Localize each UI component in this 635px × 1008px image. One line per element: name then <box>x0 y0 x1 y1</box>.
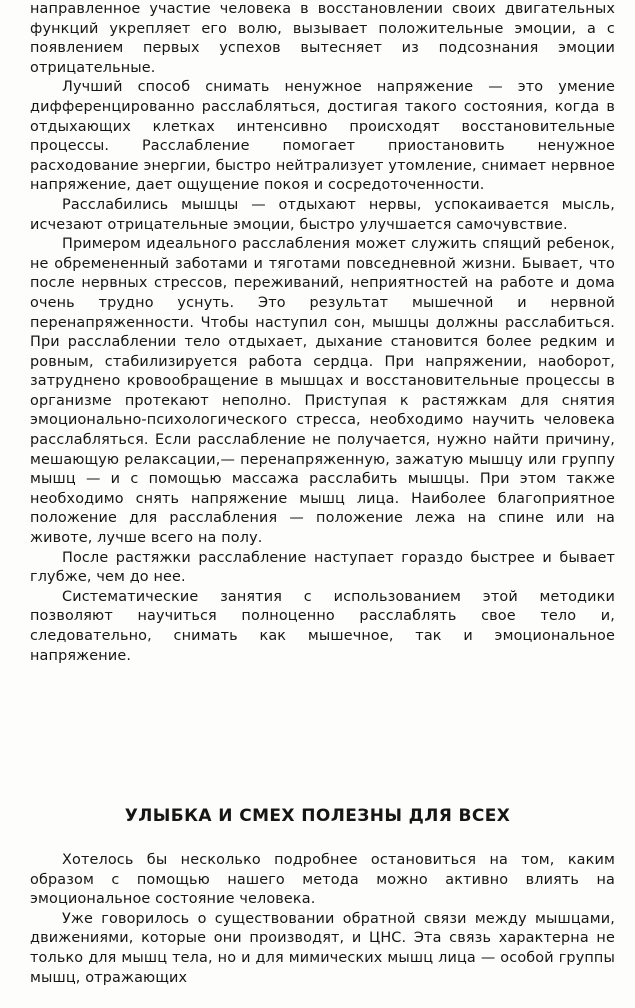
paragraph: Расслабились мышцы — отдыхают нервы, успокаивается мысль, исчезают отрицательные эмоции, быстро улучшается самочувствие. <box>30 196 615 233</box>
text-block-bottom <box>30 851 615 988</box>
section-heading: УЛЫБКА И СМЕХ ПОЛЕЗНЫ ДЛЯ ВСЕХ <box>124 806 511 826</box>
text-block-top <box>30 0 615 666</box>
paragraph: направленное участие человека в восстановлении своих двигательных функций укрепляет его волю, вызывает положительные эмоции, а с появлением первых успехов вытесняет из подсознания эмоции отрицательные. <box>30 1 615 76</box>
paragraph: Хотелось бы несколько подробнее остановиться на том, каким образом с помощью нашего метода можно активно влиять на эмоциональное состояние человека. <box>30 852 615 908</box>
paragraph: Систематические занятия с использованием этой методики позволяют научиться полноценно расслаблять свое тело и, следовательно, снимать как мышечное, так и эмоциональное напряжение. <box>30 588 615 664</box>
paragraph: После растяжки расслабление наступает гораздо быстрее и бывает глубже, чем до нее. <box>30 549 615 586</box>
paragraph: Уже говорилось о существовании обратной связи между мышцами, движениями, которые они производят, и ЦНС. Эта связь характерна не только для мышц тела, но и для мимических мышц лица — особой группы мышц, отражающих <box>30 910 615 986</box>
paragraph: Лучший способ снимать ненужное напряжение — это умение дифференцированно расслабляться, достигая такого состояния, когда в отдыхающих клетках интенсивно происходят восстановительные процессы. Расслабление помогает приостановить ненужное расходование энергии, быстро нейтрализует утомление, снимает нервное напряжение, дает ощущение покоя и сосредоточенности. <box>30 79 615 194</box>
paragraph: Примером идеального расслабления может служить спящий ребенок, не обремененный заботами и тяготами повседневной жизни. Бывает, что после нервных стрессов, переживаний, неприятностей на работе и дома очень трудно уснуть. Это результат мышечной и нервной перенапряженности. Чтобы наступил сон, мышцы должны расслабиться. При расслаблении тело отдыхает, дыхание становится более редким и ровным, стабилизируется работа сердца. При напряжении, наоборот, затруднено кровообращение в мышцах и восстановительные процессы в организме протекают неполно. Приступая к растяжкам для снятия эмоционально-психологического стресса, необходимо научить человека расслабляться. Если расслабление не получается, нужно найти причину, мешающую релаксации,— перенапряженную, зажатую мышцу или группу мышц — и с помощью массажа расслабить мышцы. При этом также необходимо снять напряжение мышц лица. Наиболее благоприятное положение для расслабления — положение лежа на спине или на животе, лучше всего на полу. <box>30 236 615 547</box>
